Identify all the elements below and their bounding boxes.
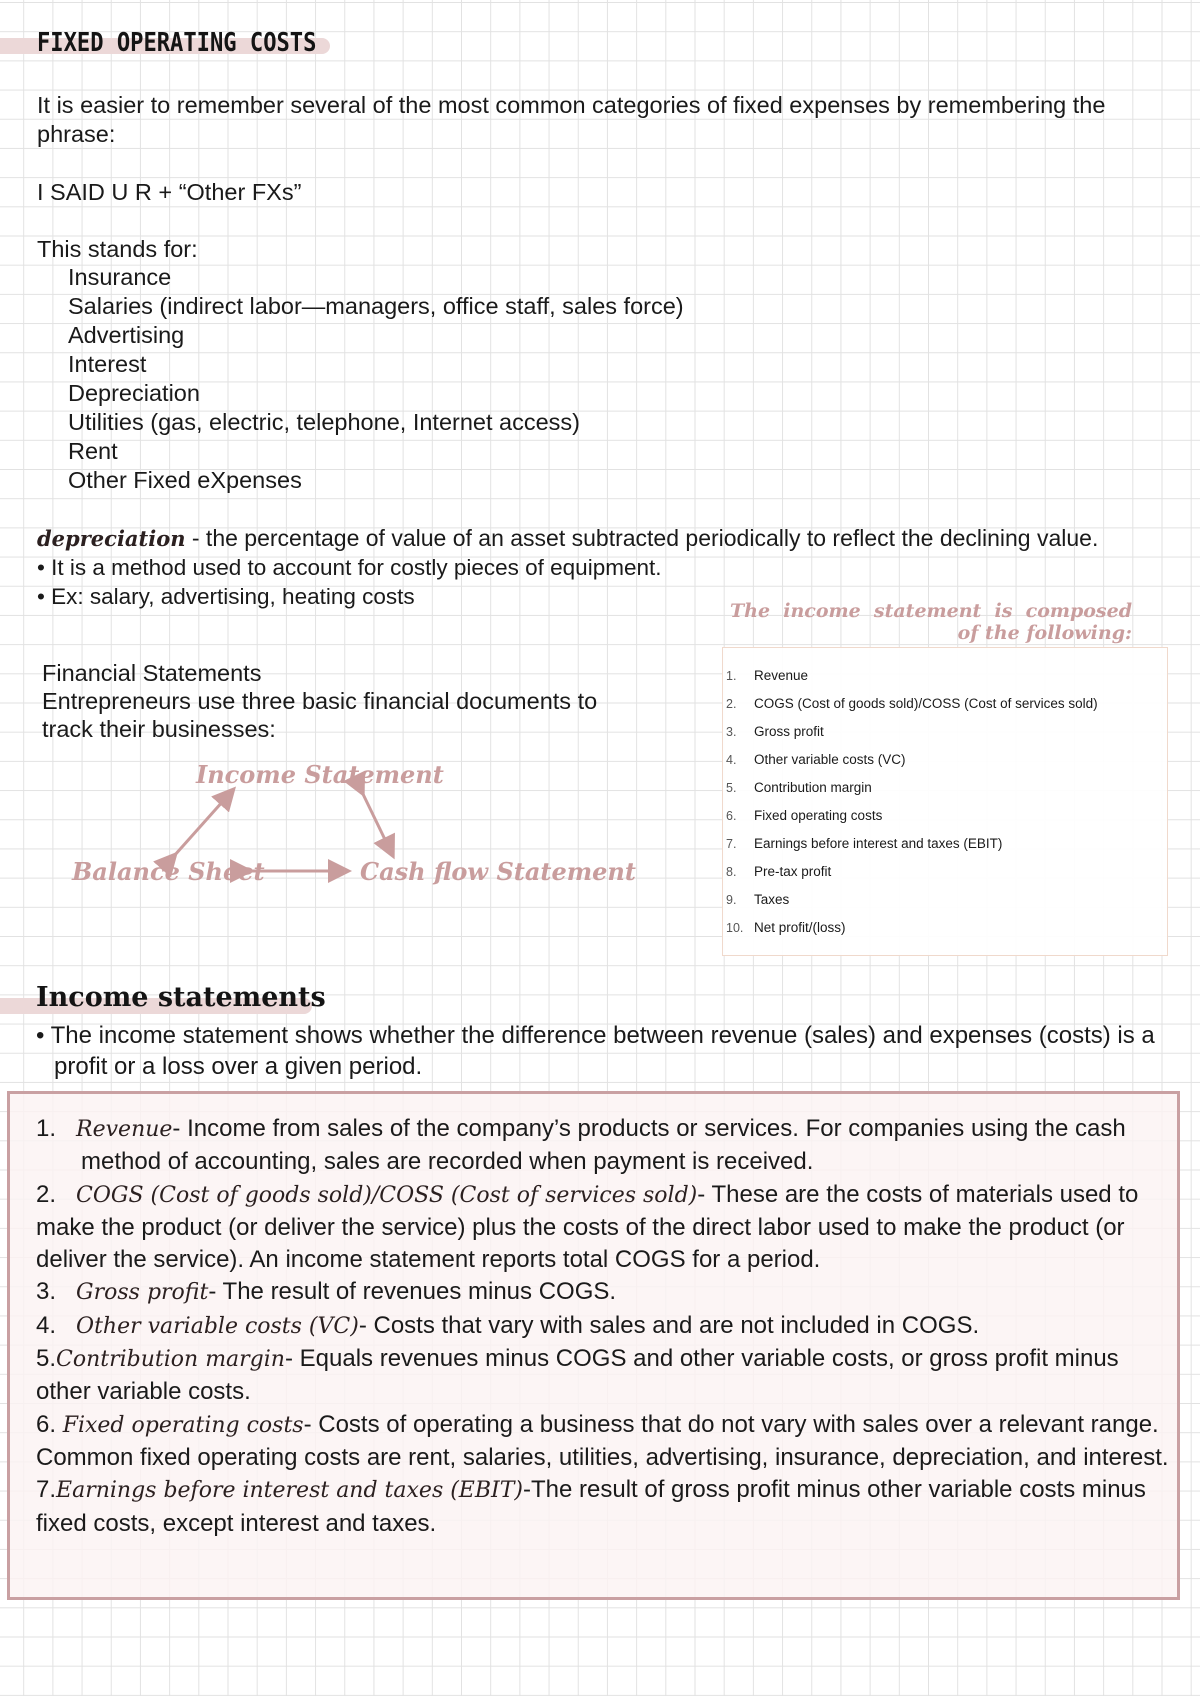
definition-item: 2. COGS (Cost of goods sold)/COSS (Cost of services sold)- These are the costs of materials used to make the product (or deliver the service) plus the costs of the direct labor used to make the product (or deliver the service). An income statement reports total COGS for a period. [36, 1180, 1139, 1274]
section-heading-income-statements: Income statements [36, 982, 326, 1013]
bullet-dot: • [37, 555, 52, 580]
list-item: Interest [68, 351, 147, 377]
depreciation-bullet: • Ex: salary, advertising, heating costs [37, 584, 415, 609]
list-item: 4. Other variable costs (VC) [726, 752, 906, 767]
bullet-dot: • [36, 1022, 51, 1049]
income-statement-bullet: • The income statement shows whether the difference between revenue (sales) and expenses (costs) is a profit or a loss over a given period. [36, 1022, 1155, 1080]
definition-item: 6. Fixed operating costs- Costs of operating a business that do not vary with sales over a relevant range. Common fixed operating costs are rent, salaries, utilities, advertising, insurance, depreciation, and interest. [36, 1410, 1169, 1471]
definitions-list [36, 1113, 1176, 1540]
list-item: 7. Earnings before interest and taxes (EBIT) [726, 836, 1003, 851]
arrow-balance-income [174, 791, 232, 856]
financial-title: Financial Statements [42, 660, 262, 686]
list-item: 9. Taxes [726, 892, 790, 907]
list-item: Advertising [68, 322, 185, 348]
list-item: 2. COGS (Cost of goods sold)/COSS (Cost of services sold) [726, 696, 1098, 711]
definition-item: 7.Earnings before interest and taxes (EBIT)-The result of gross profit minus other variable costs minus fixed costs, except interest and taxes. [36, 1476, 1146, 1537]
list-item: 5. Contribution margin [726, 780, 872, 795]
list-item: Other Fixed eXpenses [68, 467, 302, 493]
stands-for-label: This stands for: [37, 236, 198, 262]
diagram-balance-sheet: Balance Sheet [72, 857, 265, 886]
definition-item: 1. Revenue- Income from sales of the company’s products or services. For companies using the cash method of accounting, sales are recorded when payment is received. [36, 1115, 1126, 1176]
list-item: 6. Fixed operating costs [726, 808, 883, 823]
bullet-dot: • [37, 584, 52, 609]
definition-item: 5.Contribution margin- Equals revenues minus COGS and other variable costs, or gross profit minus other variable costs. [36, 1345, 1119, 1406]
mnemonic-phrase: I SAID U R + “Other FXs” [37, 179, 302, 205]
diagram-arrows [0, 0, 700, 960]
list-item: 8. Pre-tax profit [726, 864, 832, 879]
income-statement-list [726, 662, 1098, 942]
definition-item: 4. Other variable costs (VC)- Costs that vary with sales and are not included in COGS. [36, 1311, 980, 1339]
depreciation-bullet: • It is a method used to account for costly pieces of equipment. [37, 555, 662, 580]
arrow-income-cash [362, 792, 392, 854]
diagram-cash-flow: Cash flow Statement [360, 857, 636, 886]
diagram-income-statement: Income Statement [196, 760, 444, 789]
income-box-caption: The income statement is composed of the following: [730, 600, 1132, 644]
list-item: Depreciation [68, 380, 200, 406]
intro-paragraph: It is easier to remember several of the most common categories of fixed expenses by remembering the phrase: [37, 92, 1106, 147]
list-item: Rent [68, 438, 118, 464]
definition-item: 3. Gross profit- The result of revenues minus COGS. [36, 1278, 617, 1306]
depreciation-text: - the percentage of value of an asset subtracted periodically to reflect the declining value. [185, 525, 1099, 551]
section-heading-fixed-costs: FIXED OPERATING COSTS [37, 28, 317, 58]
financial-line: track their businesses: [42, 716, 276, 742]
list-item: Insurance [68, 264, 172, 290]
list-item: 3. Gross profit [726, 724, 824, 739]
financial-line: Entrepreneurs use three basic financial documents to [42, 688, 598, 714]
list-item: Salaries (indirect labor—managers, office staff, sales force) [68, 293, 684, 319]
list-item: 1. Revenue [726, 668, 809, 683]
list-item: 10. Net profit/(loss) [726, 920, 846, 935]
list-item: Utilities (gas, electric, telephone, Internet access) [68, 409, 581, 435]
depreciation-term: depreciation [37, 526, 186, 551]
